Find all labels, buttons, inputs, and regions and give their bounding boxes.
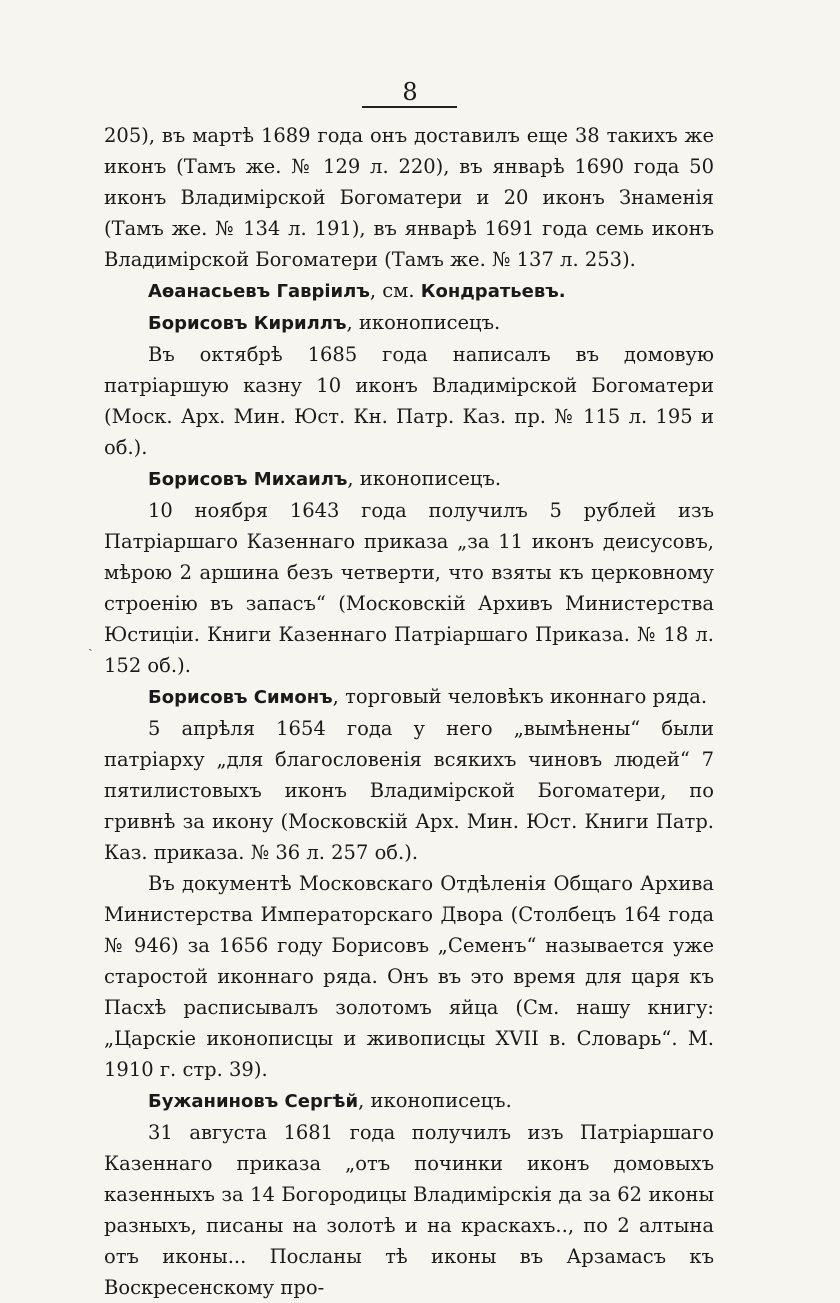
entry-paragraph: 10 ноября 1643 года получилъ 5 рублей изъ Патріаршаго Казеннаго приказа „за 11 иконъ деисусовъ, мѣрою 2 аршина безъ четверти, что взяты къ церковному строенію въ запасъ“ (Московскій Архивъ Министерства Юстиціи. Книги Казеннаго Патріаршаго Приказа. № 18 л. 152 об.). [104, 499, 714, 677]
cross-reference: Кондратьевъ. [420, 281, 566, 302]
entry-name: Бужаниновъ Сергѣй [148, 1091, 359, 1112]
entry-role: , иконописецъ. [346, 311, 501, 334]
entry-heading [104, 463, 714, 495]
entry-name: Борисовъ Симонъ [148, 687, 333, 708]
entry-paragraph: Въ октябрѣ 1685 года написалъ въ домовую патріаршую казну 10 иконъ Владимірской Богоматери (Моск. Арх. Мин. Юст. Кн. Патр. Каз. пр. № 115 л. 195 и об.). [104, 343, 714, 459]
entry-paragraph: 5 апрѣля 1654 года у него „вымѣнены“ были патріарху „для благословенія всякихъ чиновъ людей“ 7 пятилистовыхъ иконъ Владимірской Богоматери, по гривнѣ за икону (Московскій Арх. Мин. Юст. Книги Патр. Каз. приказа. № 36 л. 257 об.). [104, 717, 714, 864]
entry-name: Аѳанасьевъ Гавріилъ [148, 281, 370, 302]
entry-name: Борисовъ Михаилъ [148, 469, 348, 490]
entry-heading [104, 1085, 714, 1117]
entry-heading [104, 307, 714, 339]
entry-paragraph: 31 августа 1681 года получилъ изъ Патріаршаго Казеннаго приказа „отъ починки иконъ домовыхъ казенныхъ за 14 Богородицы Владимірскія да за 62 иконы разныхъ, писаны на золотѣ и на краскахъ.., по 2 алтына отъ иконы... Посланы тѣ иконы въ Арзамасъ къ Воскресенскому про- [104, 1121, 714, 1299]
entry-paragraph: Въ документѣ Московскаго Отдѣленія Общаго Архива Министерства Императорскаго Двора (Столбецъ 164 года № 946) за 1656 году Борисовъ „Семенъ“ называется уже старостой иконнаго ряда. Онъ въ это время для царя къ Пасхѣ расписывалъ золотомъ яйца (См. нашу книгу: „Царскіе иконописцы и живописцы XVII в. Словарь“. М. 1910 г. стр. 39). [104, 872, 714, 1081]
entry-heading [104, 681, 714, 713]
header-rule [362, 106, 457, 108]
entry-role: , торговый человѣкъ иконнаго ряда. [332, 685, 708, 708]
entry-continuation: 205), въ мартѣ 1689 года онъ доставилъ еще 38 такихъ же иконъ (Тамъ же. № 129 л. 220), въ январѣ 1690 года 50 иконъ Владимірской Богоматери и 20 иконъ Знаменія (Тамъ же. № 134 л. 191), въ январѣ 1691 года семь иконъ Владимірской Богоматери (Тамъ же. № 137 л. 253). [104, 124, 714, 271]
body-text [104, 120, 714, 1303]
page-number: 8 [402, 78, 418, 106]
entry-heading: Аѳанасьевъ Гавріилъ, см. Кондратьевъ. [148, 279, 566, 302]
entry-role: , иконописецъ. [347, 467, 502, 490]
margin-mark: ˏ [88, 636, 93, 652]
entry-name: Борисовъ Кириллъ [148, 313, 347, 334]
entry-role: , иконописецъ. [358, 1089, 512, 1112]
